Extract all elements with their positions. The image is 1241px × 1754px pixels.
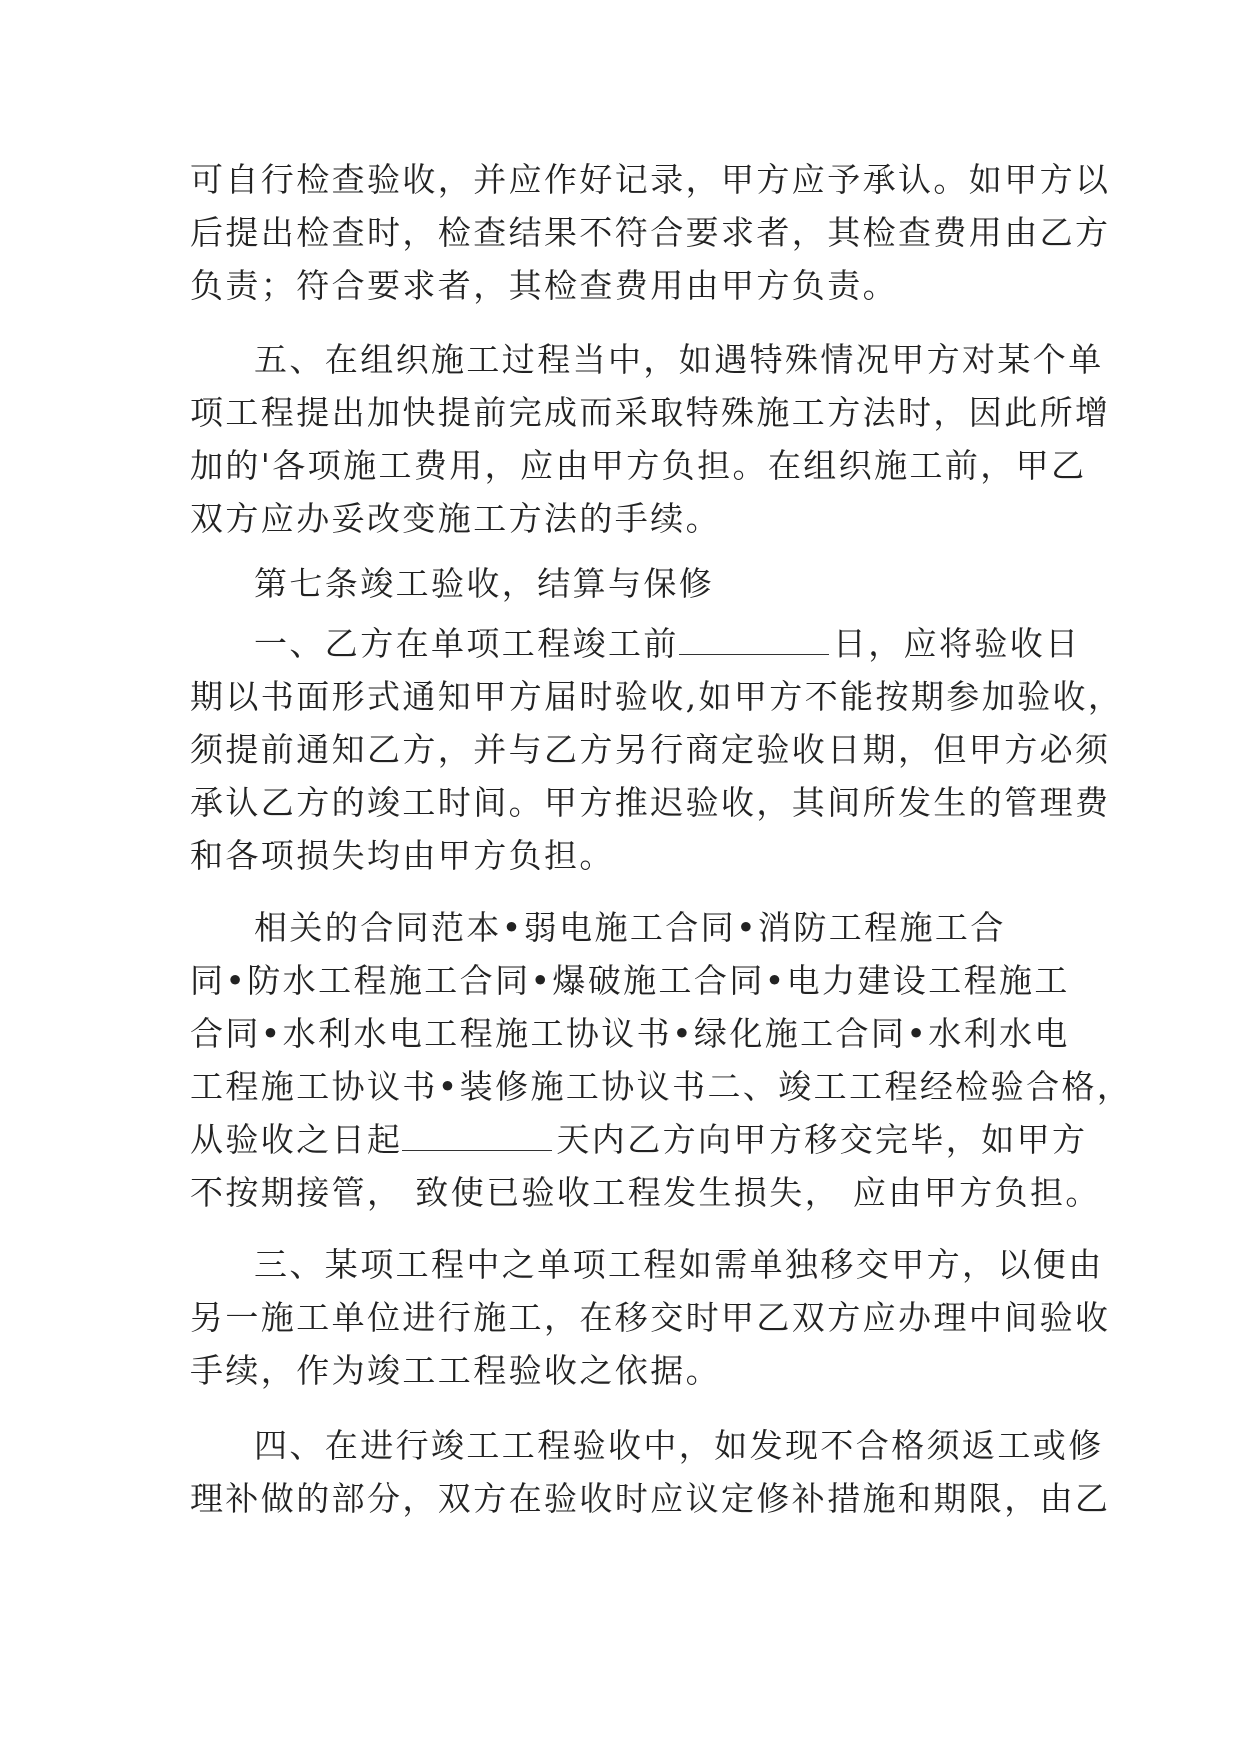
- text-line: 可自行检查验收，并应作好记录，甲方应予承认。如甲方以: [190, 160, 1111, 199]
- text-line: 项工程提出加快提前完成而采取特殊施工方法时，因此所增: [190, 393, 1111, 432]
- text-line: 手续，作为竣工工程验收之依据。: [190, 1351, 721, 1390]
- text-line: 合同•水利水电工程施工协议书•绿化施工合同•水利水电: [190, 1014, 1070, 1053]
- text-segment: 一、乙方在单项工程竣工前: [254, 624, 679, 663]
- text-line: [190, 1120, 1087, 1160]
- paragraph-3-start: 三、某项工程中之单项工程如需单独移交甲方，以便由: [254, 1245, 1104, 1284]
- text-line: 工程施工协议书•装修施工协议书二、竣工工程经检验合格，: [190, 1067, 1133, 1106]
- related-contracts: 相关的合同范本•弱电施工合同•消防工程施工合: [254, 908, 1006, 947]
- text-line: 和各项损失均由甲方负担。: [190, 836, 615, 875]
- text-line: 负责；符合要求者，其检查费用由甲方负责。: [190, 266, 898, 305]
- text-line: 另一施工单位进行施工，在移交时甲乙双方应办理中间验收: [190, 1298, 1111, 1337]
- text-segment: 日，应将验收日: [832, 624, 1081, 663]
- text-segment: 从验收之日起: [190, 1120, 403, 1159]
- fill-in-blank[interactable]: [402, 1120, 552, 1151]
- text-line: 加的'各项施工费用，应由甲方负担。在组织施工前，甲乙: [190, 446, 1087, 485]
- text-line: 理补做的部分，双方在验收时应议定修补措施和期限，由乙: [190, 1479, 1111, 1518]
- text-line: 须提前通知乙方，并与乙方另行商定验收日期，但甲方必须: [190, 730, 1111, 769]
- paragraph-4-start: 四、在进行竣工工程验收中，如发现不合格须返工或修: [254, 1426, 1104, 1465]
- fill-in-blank[interactable]: [679, 624, 829, 655]
- paragraph-1-start: [254, 624, 1081, 664]
- text-line: 不按期接管， 致使已验收工程发生损失， 应由甲方负担。: [190, 1173, 1101, 1212]
- section-heading: 第七条竣工验收，结算与保修: [254, 564, 715, 603]
- text-line: 同•防水工程施工合同•爆破施工合同•电力建设工程施工: [190, 961, 1070, 1000]
- text-segment: 天内乙方向甲方移交完毕，如甲方: [556, 1120, 1088, 1159]
- text-line: 承认乙方的竣工时间。甲方推迟验收，其间所发生的管理费: [190, 783, 1111, 822]
- text-line: 后提出检查时，检查结果不符合要求者，其检查费用由乙方: [190, 213, 1111, 252]
- text-line: 双方应办妥改变施工方法的手续。: [190, 499, 721, 538]
- paragraph-5-start: 五、在组织施工过程当中，如遇特殊情况甲方对某个单: [254, 340, 1104, 379]
- text-line: 期以书面形式通知甲方届时验收,如甲方不能按期参加验收，: [190, 677, 1124, 716]
